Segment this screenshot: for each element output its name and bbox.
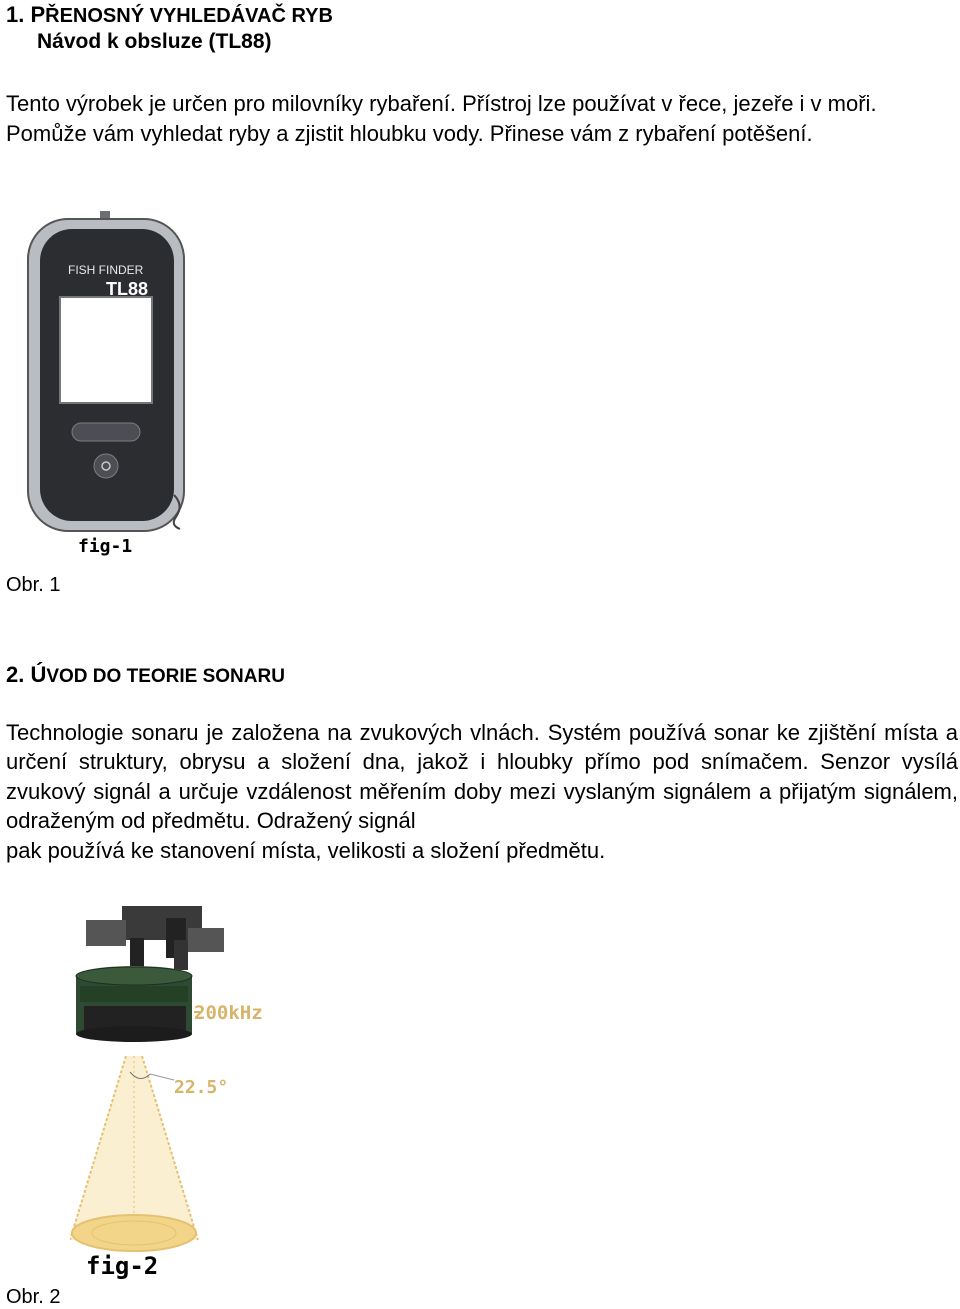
device-model-text: TL88 — [106, 279, 149, 299]
section2-paragraph-last: pak používá ke stanovení místa, velikosti a složení předmětu. — [6, 837, 606, 863]
figure2-label: fig-2 — [86, 1252, 159, 1280]
figure2-caption: Obr. 2 — [6, 1286, 61, 1308]
section1-title-first: Ř — [45, 5, 60, 27]
figure1-device-image — [24, 205, 200, 573]
section2-title: VOD DO TEORIE SONARU — [46, 666, 285, 687]
figure2-angle-label: 22.5° — [174, 1077, 229, 1098]
figure1-label: fig-1 — [78, 536, 133, 557]
figure2-transducer-image — [70, 888, 290, 1283]
section1-subtitle: Návod k obsluze (TL88) — [37, 30, 272, 53]
section2-paragraph — [6, 718, 958, 865]
device-brand-text: FISH FINDER — [68, 263, 144, 277]
section2-heading — [6, 662, 285, 688]
figure2-frequency-label: 200kHz — [194, 1002, 263, 1024]
section1-title — [45, 5, 333, 27]
section2-paragraph-main: Technologie sonaru je založena na zvukových vlnách. Systém používá sonar ke zjištění místa a určení struktury, obrysu a složení dna, jakož i hloubky přímo pod snímačem. Senzor vysílá zvukový signál a určuje vzdálenost měřením doby mezi vyslaným signálem a přijatým signálem, odraženým od předmětu. Odražený signál — [6, 720, 958, 834]
section1-title-rest: ENOSNÝ VYHLEDÁVAČ RYB — [59, 5, 333, 27]
section1-number: 1. P — [6, 2, 46, 27]
section2-number: 2. Ú — [6, 662, 47, 687]
figure1-caption: Obr. 1 — [6, 574, 61, 596]
section1-paragraph: Tento výrobek je určen pro milovníky rybaření. Přístroj lze používat v řece, jezeře i v moři. Pomůže vám vyhledat ryby a zjistit hloubku vody. Přinese vám z rybaření potěšení. — [6, 91, 877, 146]
section1-heading — [6, 2, 333, 55]
